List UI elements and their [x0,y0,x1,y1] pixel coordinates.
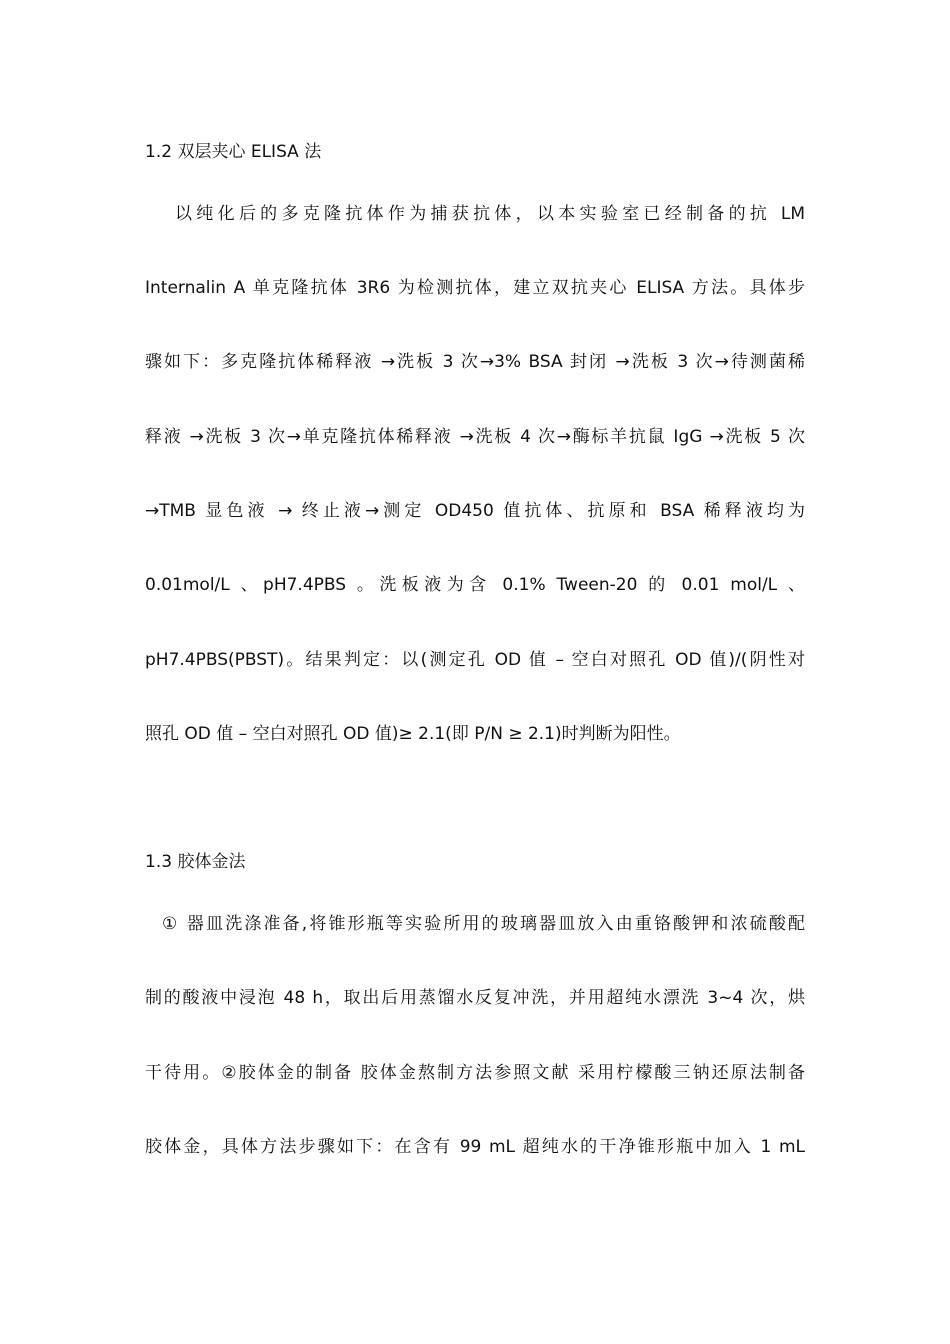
paragraph-line: Internalin A 单克隆抗体 3R6 为检测抗体，建立双抗夹心 ELISA 方法。具体步 [145,278,805,298]
paragraph-line: ① 器皿洗涤准备,将锥形瓶等实验所用的玻璃器皿放入由重铬酸钾和浓硫酸配 [162,914,805,934]
paragraph-line: →TMB 显色液 → 终止液→测定 OD450 值抗体、抗原和 BSA 稀释液均为 [145,501,805,521]
paragraph-line: 制的酸液中浸泡 48 h，取出后用蒸馏水反复冲洗，并用超纯水漂洗 3~4 次，烘 [145,988,805,1008]
paragraph-line: 干待用。②胶体金的制备 胶体金熬制方法参照文献 采用柠檬酸三钠还原法制备 [145,1063,805,1083]
section-1-2-heading: 1.2 双层夹心 ELISA 法 [145,142,322,162]
paragraph-line: pH7.4PBS(PBST)。结果判定：以(测定孔 OD 值 – 空白对照孔 OD 值)/(阴性对 [145,650,805,670]
paragraph-line: 以纯化后的多克隆抗体作为捕获抗体，以本实验室已经制备的抗 LM [175,204,805,224]
paragraph-line: 胶体金，具体方法步骤如下：在含有 99 mL 超纯水的干净锥形瓶中加入 1 mL [145,1137,805,1157]
paragraph-line: 释液 →洗板 3 次→单克隆抗体稀释液 →洗板 4 次→酶标羊抗鼠 IgG →洗板 5 次 [145,427,805,447]
paragraph-line: 0.01mol/L 、pH7.4PBS 。洗板液为含 0.1% Tween-20 的 0.01 mol/L 、 [145,575,805,595]
section-1-3-heading: 1.3 胶体金法 [145,852,246,872]
paragraph-line: 骤如下：多克隆抗体稀释液 →洗板 3 次→3% BSA 封闭 →洗板 3 次→待测菌稀 [145,352,805,372]
paragraph-line: 照孔 OD 值 – 空白对照孔 OD 值)≥ 2.1(即 P/N ≥ 2.1)时判断为阳性。 [145,724,681,744]
